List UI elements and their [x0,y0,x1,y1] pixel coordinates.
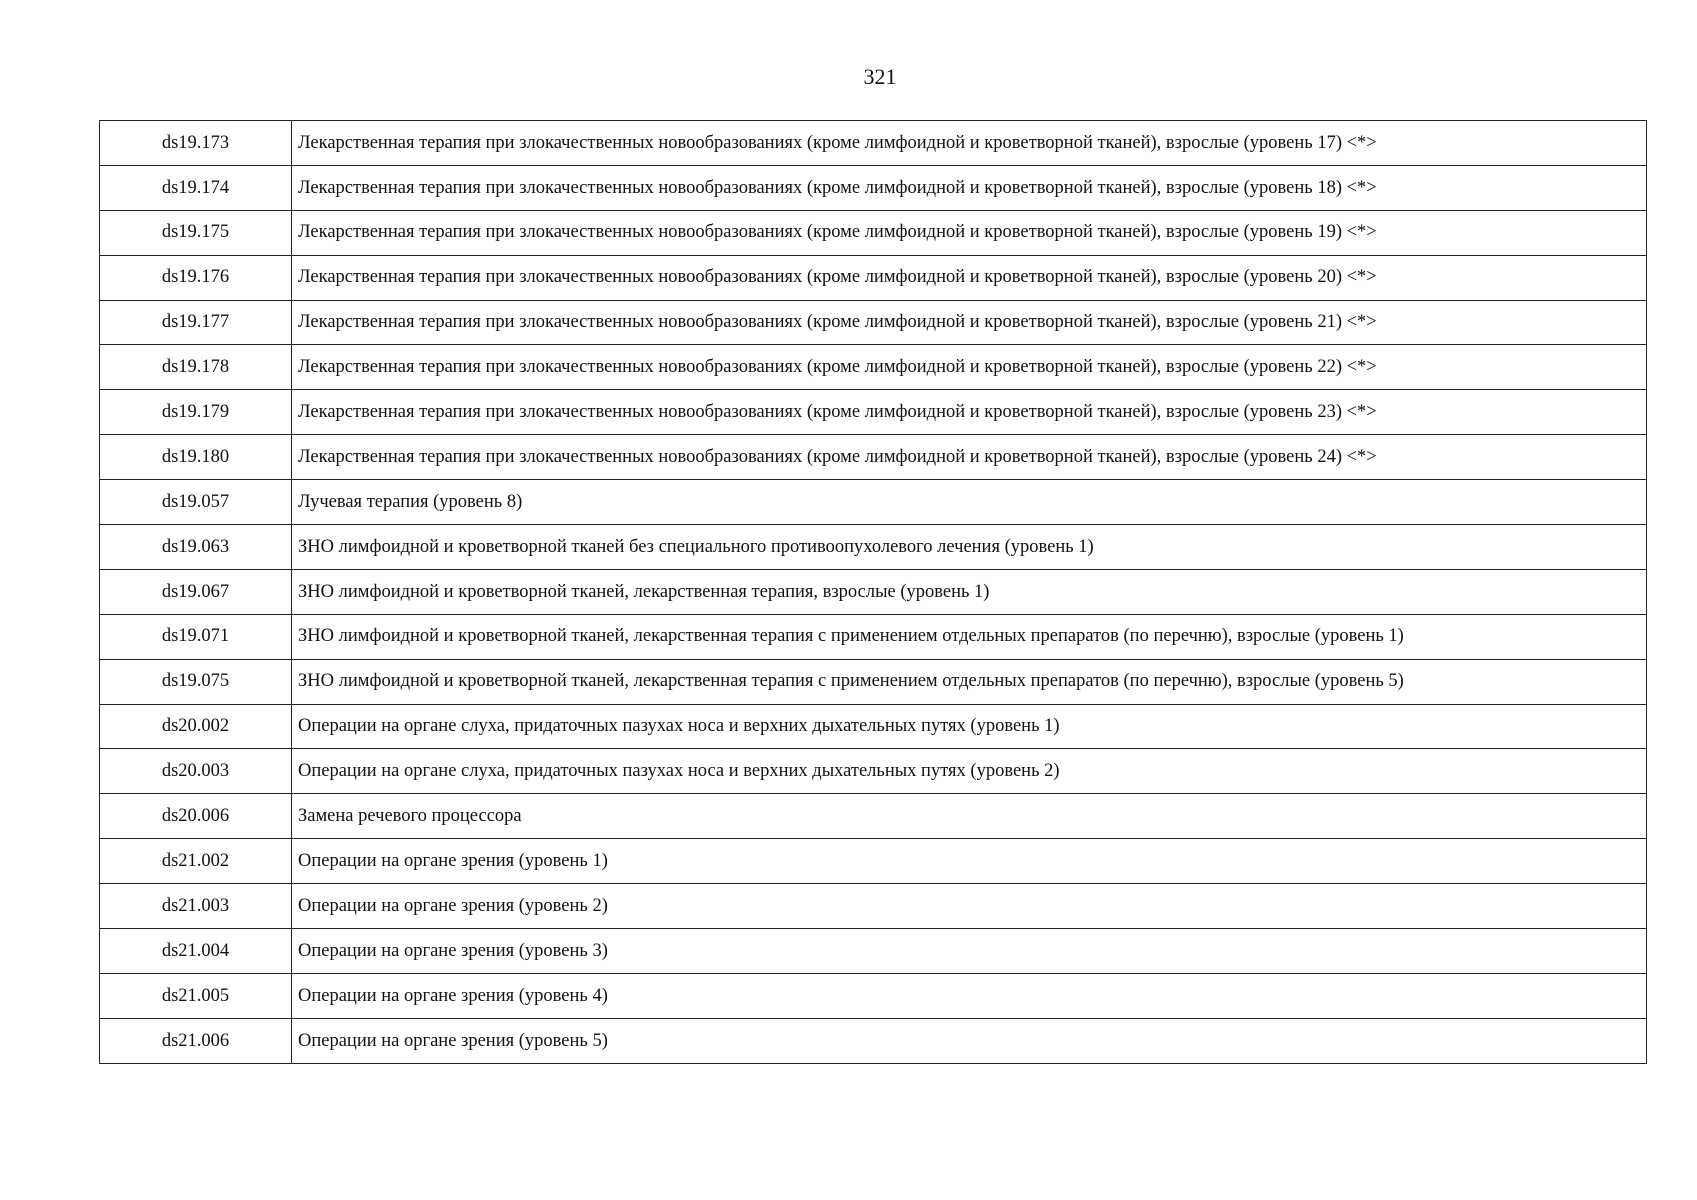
row-description-cell: ЗНО лимфоидной и кроветворной тканей, лекарственная терапия с применением отдельных препаратов (по перечню), взрослые (уровень 1) [292,614,1647,659]
page-number: 321 [863,64,897,89]
table-row [100,121,1647,166]
row-code-cell: ds19.177 [100,300,292,345]
row-code-cell: ds19.179 [100,390,292,435]
row-description-cell: Операции на органе зрения (уровень 2) [292,884,1647,929]
row-description-cell: Операции на органе зрения (уровень 3) [292,929,1647,974]
table-row [100,210,1647,255]
table-row [100,165,1647,210]
table-row [100,839,1647,884]
row-description-cell: Лекарственная терапия при злокачественных новообразованиях (кроме лимфоидной и кроветворной тканей), взрослые (уровень 21) <*> [292,300,1647,345]
row-description-cell: Лекарственная терапия при злокачественных новообразованиях (кроме лимфоидной и кроветворной тканей), взрослые (уровень 17) <*> [292,121,1647,166]
row-description-cell: Операции на органе зрения (уровень 5) [292,1018,1647,1063]
row-description-cell: Лекарственная терапия при злокачественных новообразованиях (кроме лимфоидной и кроветворной тканей), взрослые (уровень 23) <*> [292,390,1647,435]
table-row [100,884,1647,929]
row-code-cell: ds19.067 [100,569,292,614]
table-row [100,794,1647,839]
table-row [100,480,1647,525]
row-code-cell: ds21.005 [100,973,292,1018]
table-row [100,569,1647,614]
row-code-cell: ds20.002 [100,704,292,749]
table-row [100,525,1647,570]
row-code-cell: ds21.002 [100,839,292,884]
table-row [100,255,1647,300]
row-description-cell: Лекарственная терапия при злокачественных новообразованиях (кроме лимфоидной и кроветворной тканей), взрослые (уровень 19) <*> [292,210,1647,255]
tariff-table-container [99,120,1647,1064]
table-row [100,749,1647,794]
table-row [100,614,1647,659]
table-row [100,435,1647,480]
table-row [100,300,1647,345]
table-row [100,704,1647,749]
table-row [100,390,1647,435]
row-description-cell: Лекарственная терапия при злокачественных новообразованиях (кроме лимфоидной и кроветворной тканей), взрослые (уровень 20) <*> [292,255,1647,300]
row-code-cell: ds20.003 [100,749,292,794]
row-description-cell: ЗНО лимфоидной и кроветворной тканей, лекарственная терапия с применением отдельных препаратов (по перечню), взрослые (уровень 5) [292,659,1647,704]
row-code-cell: ds19.075 [100,659,292,704]
row-description-cell: Замена речевого процессора [292,794,1647,839]
row-description-cell: Лекарственная терапия при злокачественных новообразованиях (кроме лимфоидной и кроветворной тканей), взрослые (уровень 24) <*> [292,435,1647,480]
tariff-table [99,120,1647,1064]
row-description-cell: Операции на органе слуха, придаточных пазухах носа и верхних дыхательных путях (уровень 1) [292,704,1647,749]
row-description-cell: Операции на органе слуха, придаточных пазухах носа и верхних дыхательных путях (уровень 2) [292,749,1647,794]
table-row [100,973,1647,1018]
row-description-cell: ЗНО лимфоидной и кроветворной тканей, лекарственная терапия, взрослые (уровень 1) [292,569,1647,614]
row-code-cell: ds21.004 [100,929,292,974]
row-code-cell: ds19.071 [100,614,292,659]
row-code-cell: ds19.178 [100,345,292,390]
row-description-cell: Лекарственная терапия при злокачественных новообразованиях (кроме лимфоидной и кроветворной тканей), взрослые (уровень 18) <*> [292,165,1647,210]
row-code-cell: ds20.006 [100,794,292,839]
table-row [100,929,1647,974]
row-description-cell: Операции на органе зрения (уровень 4) [292,973,1647,1018]
table-row [100,659,1647,704]
row-code-cell: ds19.063 [100,525,292,570]
table-row [100,1018,1647,1063]
row-code-cell: ds19.057 [100,480,292,525]
row-description-cell: Лучевая терапия (уровень 8) [292,480,1647,525]
row-description-cell: Операции на органе зрения (уровень 1) [292,839,1647,884]
row-code-cell: ds19.173 [100,121,292,166]
row-code-cell: ds21.003 [100,884,292,929]
row-description-cell: ЗНО лимфоидной и кроветворной тканей без специального противоопухолевого лечения (уровень 1) [292,525,1647,570]
row-code-cell: ds19.175 [100,210,292,255]
row-code-cell: ds19.176 [100,255,292,300]
table-row [100,345,1647,390]
row-code-cell: ds21.006 [100,1018,292,1063]
row-code-cell: ds19.174 [100,165,292,210]
table-body [100,121,1647,1064]
row-code-cell: ds19.180 [100,435,292,480]
row-description-cell: Лекарственная терапия при злокачественных новообразованиях (кроме лимфоидной и кроветворной тканей), взрослые (уровень 22) <*> [292,345,1647,390]
